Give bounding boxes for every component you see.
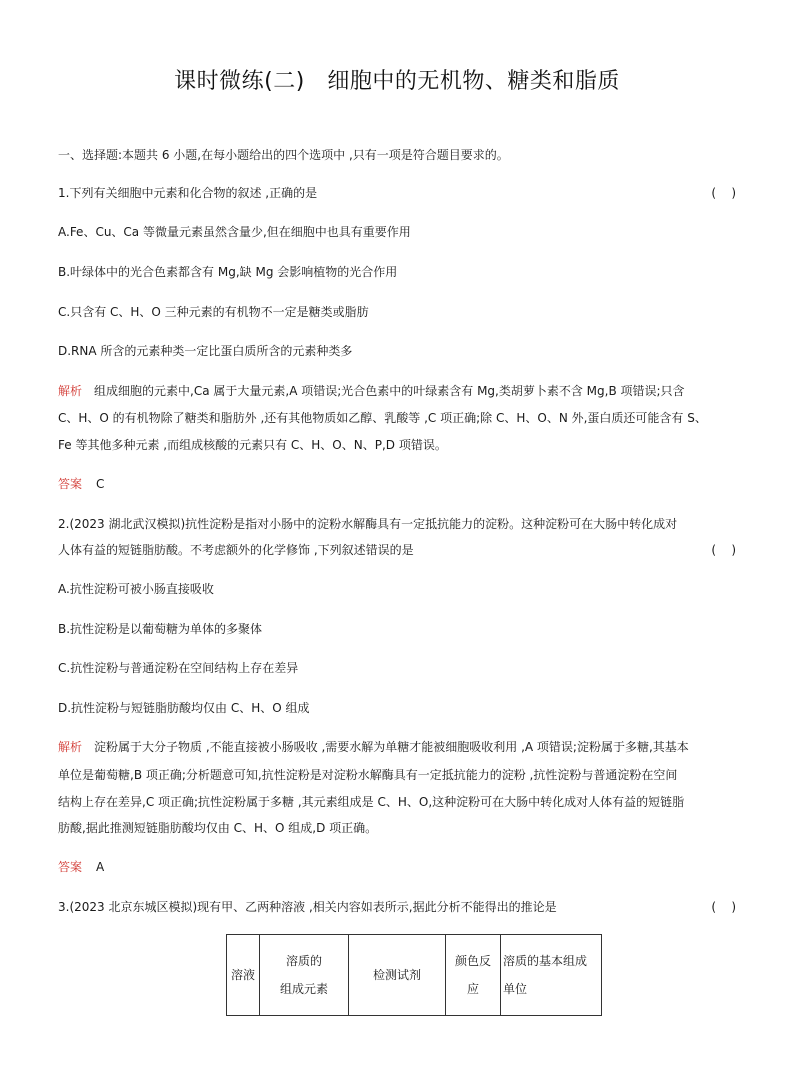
q2-option-a: A.抗性淀粉可被小肠直接吸收 — [58, 582, 214, 596]
q3-stem: 3.(2023 北京东城区模拟)现有甲、乙两种溶液 ,相关内容如表所示,据此分析不能得出的推论是 — [58, 900, 557, 914]
q2-analysis-text-1: 淀粉属于大分子物质 ,不能直接被小肠吸收 ,需要水解为单糖才能被细胞吸收利用 ,A 项错误;淀粉属于多糖,其基本 — [94, 740, 689, 754]
section-heading: 一、选择题:本题共 6 小题,在每小题给出的四个选项中 ,只有一项是符合题目要求的。 — [58, 148, 509, 162]
q2-analysis-line-3: 结构上存在差异,C 项正确;抗性淀粉属于多糖 ,其元素组成是 C、H、O,这种淀粉可在大肠中转化成对人体有益的短链脂 — [58, 795, 685, 809]
solution-table — [226, 934, 602, 1016]
q1-analysis-line-3: Fe 等其他多种元素 ,而组成核酸的元素只有 C、H、O、N、P,D 项错误。 — [58, 438, 447, 452]
analysis-tag: 解析 — [58, 384, 83, 398]
q1-analysis-line-1 — [58, 383, 685, 399]
answer-tag: 答案 — [58, 860, 83, 874]
table-header-row — [227, 935, 602, 1016]
q2-answer-bracket: ( ) — [711, 543, 736, 557]
table-header-cell — [446, 935, 501, 1016]
q2-answer — [58, 859, 104, 875]
answer-tag: 答案 — [58, 477, 83, 491]
table-header-cell — [260, 935, 349, 1016]
q2-analysis-line-2: 单位是葡萄糖,B 项正确;分析题意可知,抗性淀粉是对淀粉水解酶具有一定抵抗能力的淀粉 ,抗性淀粉与普通淀粉在空间 — [58, 768, 678, 782]
q1-analysis-text-1: 组成细胞的元素中,Ca 属于大量元素,A 项错误;光合色素中的叶绿素含有 Mg,类胡萝卜素不含 Mg,B 项错误;只含 — [94, 384, 685, 398]
header-reagent: 检测试剂 — [372, 968, 421, 982]
q1-answer — [58, 476, 104, 492]
table-header-cell — [227, 935, 260, 1016]
table-header-cell — [501, 935, 602, 1016]
analysis-tag: 解析 — [58, 740, 83, 754]
q1-option-a: A.Fe、Cu、Ca 等微量元素虽然含量少,但在细胞中也具有重要作用 — [58, 225, 411, 239]
q1-stem: 1.下列有关细胞中元素和化合物的叙述 ,正确的是 — [58, 186, 318, 200]
table-header-cell — [349, 935, 446, 1016]
q2-option-b: B.抗性淀粉是以葡萄糖为单体的多聚体 — [58, 622, 263, 636]
q2-option-c: C.抗性淀粉与普通淀粉在空间结构上存在差异 — [58, 661, 299, 675]
header-solution: 溶液 — [230, 968, 255, 982]
q1-option-b: B.叶绿体中的光合色素都含有 Mg,缺 Mg 会影响植物的光合作用 — [58, 265, 398, 279]
q1-option-c: C.只含有 C、H、O 三种元素的有机物不一定是糖类或脂肪 — [58, 305, 369, 319]
q2-analysis-line-4: 肪酸,据此推测短链脂肪酸均仅由 C、H、O 组成,D 项正确。 — [58, 821, 378, 835]
q2-stem-line-1: 2.(2023 湖北武汉模拟)抗性淀粉是指对小肠中的淀粉水解酶具有一定抵抗能力的淀粉。这种淀粉可在大肠中转化成对 — [58, 517, 678, 531]
q1-answer-value: C — [96, 477, 105, 491]
q1-option-d: D.RNA 所含的元素种类一定比蛋白质所含的元素种类多 — [58, 344, 353, 358]
q1-analysis-line-2: C、H、O 的有机物除了糖类和脂肪外 ,还有其他物质如乙醇、乳酸等 ,C 项正确;除 C、H、O、N 外,蛋白质还可能含有 S、 — [58, 411, 707, 425]
q2-option-d: D.抗性淀粉与短链脂肪酸均仅由 C、H、O 组成 — [58, 701, 310, 715]
q2-stem-line-2: 人体有益的短链脂肪酸。不考虑额外的化学修饰 ,下列叙述错误的是 — [58, 543, 414, 557]
q2-answer-value: A — [96, 860, 105, 874]
header-solute-line-1: 溶质的 — [285, 954, 322, 968]
header-color-line-2: 应 — [466, 982, 479, 996]
header-color-line-1: 颜色反 — [454, 954, 491, 968]
header-unit-line-2: 单位 — [503, 982, 528, 996]
q3-answer-bracket: ( ) — [711, 900, 736, 914]
page-title: 课时微练(二) 细胞中的无机物、糖类和脂质 — [174, 69, 620, 94]
header-unit-line-1: 溶质的基本组成 — [503, 954, 588, 968]
q1-answer-bracket: ( ) — [711, 186, 736, 200]
header-solute-line-2: 组成元素 — [279, 982, 328, 996]
q2-analysis-line-1 — [58, 739, 689, 755]
